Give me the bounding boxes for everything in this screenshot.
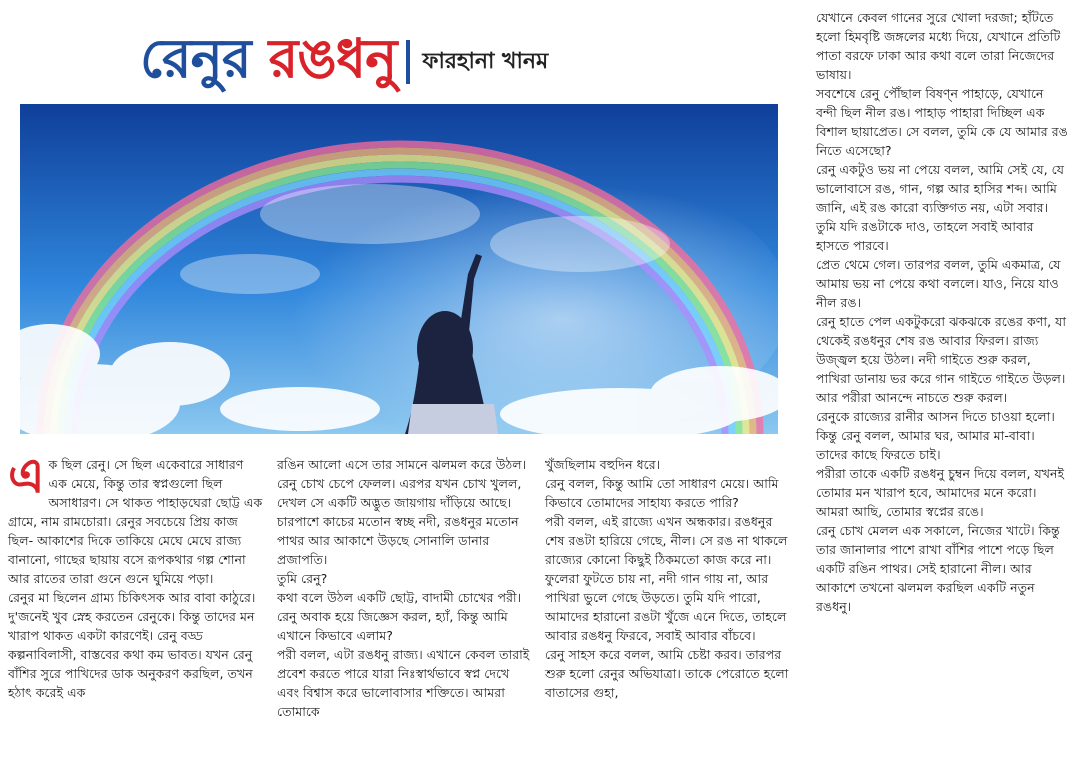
paragraph: পরীরা তাকে একটি রঙধনু চুম্বন দিয়ে বলল, যখনই তোমার মন খারাপ হবে, আমাদের মনে করো। আমরা আছি, তোমার স্বপ্নের রঙে। (816, 466, 1065, 519)
paragraph: প্রেত থেমে গেল। তারপর বলল, তুমি একমাত্র, যে আমায় ভয় না পেয়ে কথা বললে। যাও, নিয়ে যাও নীল রঙ। (816, 257, 1061, 310)
paragraph: রেনু বলল, কিন্তু আমি তো সাধারণ মেয়ে। আমি কিভাবে তোমাদের সাহায্য করতে পারি? (545, 476, 779, 510)
paragraph: রঙিন আলো এসে তার সামনে ঝলমল করে উঠল। রেনু চোখ চেপে ফেলল। এরপর যখন চোখ খুলল, দেখল সে একটি অদ্ভুত জায়গায় দাঁড়িয়ে আছে। চারপাশে কাচের মতোন স্বচ্ছ নদী, রঙধনুর মতোন পাথর আর আকাশে উড়ছে সোনালি ডানার প্রজাপতি। (277, 457, 527, 567)
paragraph-text: ক ছিল রেনু। সে ছিল একেবারে সাধারণ এক মেয়ে, কিন্তু তার স্বপ্নগুলো ছিল অসাধারণ। সে থাকত পাহাড়ঘেরা ছোট্ট এক গ্রামে, নাম রামচোরা। রেনুর সবচেয়ে প্রিয় কাজ ছিল- আকাশের দিকে তাকিয়ে মেঘে মেঘে রাজ্য বানানো, গাছের ছায়ায় বসে রূপকথার গল্প শোনা আর রাতের তারা গুনে গুনে ঘুমিয়ে পড়া। (8, 457, 263, 586)
paragraph: তুমি রেনু? (277, 571, 328, 586)
article-column-1 (8, 448, 263, 702)
paragraph: রেনুকে রাজ্যের রানীর আসন দিতে চাওয়া হলো। কিন্তু রেনু বলল, আমার ঘর, আমার মা-বাবা। তাদের কাছে ফিরতে চাই। (816, 409, 1055, 462)
paragraph: খুঁজছিলাম বহুদিন ধরে। (545, 457, 661, 472)
title-part-2: রঙধনু (268, 27, 397, 90)
author-byline: ফারহানা খানম (422, 48, 549, 74)
drop-cap: এ (8, 448, 45, 504)
article-column-3 (545, 455, 789, 702)
paragraph: কথা বলে উঠল একটি ছোট্ট, বাদামী চোখের পরী। রেনু অবাক হয়ে জিজ্ঞেস করল, হ্যাঁ, কিন্তু আমি এখানে কিভাবে এলাম? (277, 590, 522, 643)
article-column-4 (816, 8, 1068, 616)
paragraph: পরী বলল, এই রাজ্যে এখন অন্ধকার। রঙধনুর শেষ রঙটা হারিয়ে গেছে, নীল। সে রঙ না থাকলে রাজ্যের কোনো কিছুই ঠিকমতো কাজ করে না। ফুলেরা ফুটতে চায় না, নদী গান গায় না, আর পাখিরা ভুলে গেছে উড়তে। তুমি যদি পারো, আমাদের হারানো রঙটা খুঁজে এনে দিতে, তাহলে আবার রঙধনু ফিরবে, সবাই আবার বাঁচবে। (545, 514, 788, 643)
paragraph: সবশেষে রেনু পৌঁছাল বিষণ্ন পাহাড়ে, যেখানে বন্দী ছিল নীল রঙ। পাহাড় পাহারা দিচ্ছিল এক বিশাল ছায়াপ্রেত। সে বলল, তুমি কে যে আমার রঙ নিতে এসেছো? (816, 86, 1068, 158)
paragraph: রেনু একটুও ভয় না পেয়ে বলল, আমি সেই যে, যে ভালোবাসে রঙ, গান, গল্প আর হাসির শব্দ। আমি জানি, এই রঙ কারো ব্যক্তিগত নয়, এটা সবার। তুমি যদি রঙটাকে দাও, তাহলে সবাই আবার হাসতে পারবে। (816, 162, 1064, 253)
paragraph: রেনুর মা ছিলেন গ্রাম্য চিকিৎসক আর বাবা কাঠুরে। দু'জনেই খুব স্নেহ করতেন রেনুকে। কিন্তু তাদের মন খারাপ থাকত একটা কারণেই। রেনু বড্ড কল্পনাবিলাসী, বাস্তবের কথা কম ভাবত। যখন রেনু বাঁশির সুরে পাখিদের ডাক অনুকরণ করছিল, তখন হঠাৎ করেই এক (8, 590, 256, 700)
paragraph: রেনু চোখ মেলল এক সকালে, নিজের খাটে। কিন্তু তার জানালার পাশে রাখা বাঁশির পাশে পড়ে ছিল একটি রঙিন পাথর। সেই হারানো নীল। আর আকাশে তখনো ঝলমল করছিল একটি নতুন রঙধনু। (816, 523, 1060, 614)
paragraph: রেনু হাতে পেল একটুকরো ঝকঝকে রঙের কণা, যা থেকেই রঙধনুর শেষ রঙ আবার ফিরল। রাজ্য উজ্জ্বল হয়ে উঠল। নদী গাইতে শুরু করল, পাখিরা ডানায় ভর করে গান গাইতে গাইতে উড়ল। আর পরীরা আনন্দে নাচতে শুরু করল। (816, 314, 1066, 405)
paragraph: পরী বলল, এটা রঙধনু রাজ্য। এখানে কেবল তারাই প্রবেশ করতে পারে যারা নিঃস্বার্থভাবে স্বপ্ন দেখে এবং বিশ্বাস করে ভালোবাসার শক্তিতে। আমরা তোমাকে (277, 647, 530, 719)
title-part-1: রেনুর (140, 27, 251, 90)
title-divider (406, 40, 410, 84)
headline (140, 22, 548, 102)
paragraph: রেনু সাহস করে বলল, আমি চেষ্টা করব। তারপর শুরু হলো রেনুর অভিযাত্রা। তাকে পেরোতে হলো বাতাসের গুহা, (545, 647, 789, 700)
rainbow-illustration (20, 104, 778, 434)
paragraph: যেখানে কেবল গানের সুরে খোলা দরজা; হাঁটতে হলো হিমবৃষ্টি জঙ্গলের মধ্যে দিয়ে, যেখানে প্রতিটি পাতা বরফে ঢাকা আর কথা বলে তারা নিজেদের ভাষায়। (816, 10, 1061, 82)
paragraph (8, 448, 263, 588)
article-column-2 (277, 455, 535, 721)
